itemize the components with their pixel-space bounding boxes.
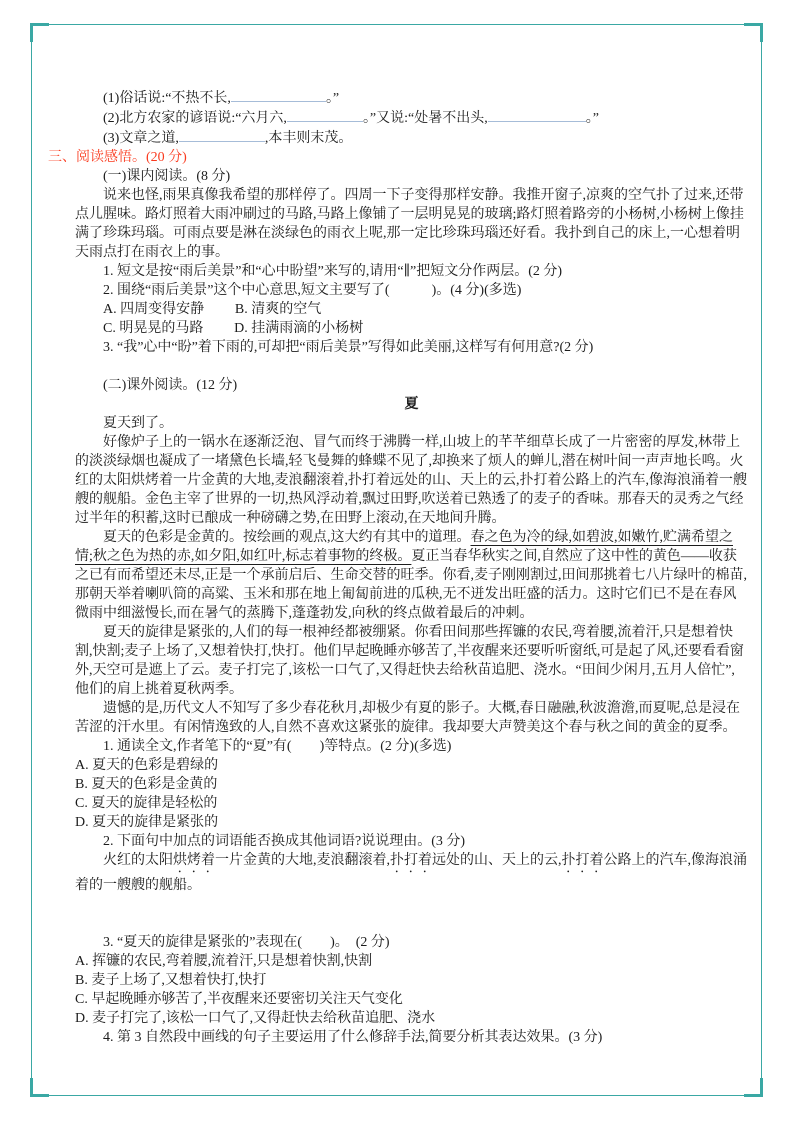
- essay-paragraph-2: 好像炉子上的一锅水在逐渐泛泡、冒气而终于沸腾一样,山坡上的芊芊细草长成了一片密密的厚发,林带上的淡淡绿烟也凝成了一堵黛色长墙,轻飞曼舞的蜂蝶不见了,却换来了烦人的蝉儿,潜在树叶间一声声地长鸣。火红的太阳烘烤着一片金黄的大地,麦浪翻滚着,扑打着远处的山、天上的云,扑打着公路上的汽车,像海浪涌着一艘艘的舰船。金色主宰了世界的一切,热风浮动着,飘过田野,吹送着已熟透了的麦子的香味。那春天的灵秀之气经过半年的积蓄,这时已酿成一种磅礴之势,在田野上滚动,在天地间升腾。: [75, 435, 747, 526]
- section-heading-reading: 三、阅读感悟。(20 分): [48, 150, 187, 165]
- answer-blank: [488, 108, 586, 122]
- option-d: D. 挂满雨滴的小杨树: [234, 321, 364, 336]
- part2-title: (二)课外阅读。(12 分): [103, 378, 238, 393]
- fill-blank-line-2: [75, 108, 748, 128]
- fill-blank-line-3: [75, 128, 748, 148]
- part2-q1-option-b: B. 夏天的色彩是金黄的: [75, 777, 218, 792]
- sentence-text: 远处的山、天上的云,: [432, 853, 562, 868]
- part2-question-2: 2. 下面句中加点的词语能否换成其他词语?说说理由。(3 分): [103, 834, 466, 849]
- part2-q3-option-a: A. 挥镰的农民,弯着腰,流着汗,只是想着快割,快割: [75, 954, 373, 969]
- part2-q3-option-d: D. 麦子打完了,该松一口气了,又得赶快去给秋苗追肥、浇水: [75, 1011, 436, 1026]
- part1-question-2: 2. 围绕“雨后美景”这个中心意思,短文主要写了( )。(4 分)(多选): [103, 283, 522, 298]
- option-c: C. 明晃晃的马路: [103, 321, 204, 336]
- part2-q1-option-c: C. 夏天的旋律是轻松的: [75, 796, 218, 811]
- essay-paragraph-5: 遗憾的是,历代文人不知写了多少春花秋月,却极少有夏的影子。大概,春日融融,秋波澹澹,而夏呢,总是浸在苦涩的汗水里。有闲情逸致的人,自然不喜欢这紧张的旋律。我却要大声赞美这个春与秋之间的黄金的夏季。: [75, 701, 740, 735]
- answer-blank: [179, 128, 265, 142]
- part2-q1-option-a: A. 夏天的色彩是碧绿的: [75, 758, 219, 773]
- sentence-text: 火红的太阳: [103, 853, 173, 868]
- proverb-1-close: 。”: [325, 91, 340, 106]
- proverb-1-text: (1)俗话说:“不热不长,: [103, 91, 231, 106]
- paragraph-3-underlined-sentence: 春之色为冷的绿,如碧波,如嫩竹,贮满希望之情;秋之色为热的赤,如夕阳,如红叶,标志着事物的终极。: [75, 530, 733, 564]
- frame-corner-bottom-left-icon: [30, 1078, 49, 1097]
- essay-title: 夏: [404, 397, 419, 412]
- dotted-word: 扑打着: [390, 853, 432, 868]
- proverb-2-mid: 。”又说:“处暑不出头,: [362, 111, 488, 126]
- part2-question-1: 1. 通读全文,作者笔下的“夏”有( )等特点。(2 分)(多选): [103, 739, 452, 754]
- exam-content: [48, 88, 748, 1047]
- proverb-2-text: (2)北方农家的谚语说:“六月六,: [103, 111, 287, 126]
- part1-question-1: 1. 短文是按“雨后美景”和“心中盼望”来写的,请用“∥”把短文分作两层。(2 分): [103, 264, 563, 279]
- fill-blank-line-1: [75, 88, 748, 108]
- frame-corner-top-right-icon: [744, 23, 763, 42]
- proverb-2-close: 。”: [585, 111, 599, 126]
- sentence-text: 公路上的汽车,像海浪涌着的一艘艘的舰船。: [75, 853, 747, 893]
- option-b: B. 清爽的空气: [234, 302, 322, 317]
- essay-paragraph-1: 夏天到了。: [103, 416, 173, 431]
- part2-question-3: 3. “夏天的旋律是紧张的”表现在( )。 (2 分): [103, 935, 390, 950]
- part1-q2-options-row-1: [75, 300, 748, 319]
- part2-q3-option-b: B. 麦子上场了,又想着快打,快打: [75, 973, 267, 988]
- dotted-word: 烘烤着: [173, 853, 215, 868]
- proverb-3-text: (3)文章之道,: [103, 131, 179, 146]
- essay-paragraph-3: [75, 528, 748, 623]
- part2-q3-option-c: C. 早起晚睡亦够苦了,半夜醒来还要密切关注天气变化: [75, 992, 403, 1007]
- frame-corner-bottom-right-icon: [744, 1078, 763, 1097]
- answer-blank: [287, 108, 363, 122]
- part2-q2-quoted-sentence: [75, 851, 748, 895]
- essay-paragraph-4: 夏天的旋律是紧张的,人们的每一根神经都被绷紧。你看田间那些挥镰的农民,弯着腰,流着汗,只是想着快割,快割;麦子上场了,又想着快打,快打。他们早起晚睡亦够苦了,半夜醒来还要听听窗纸,可是起了风,还要看看窗外,天空可是遮上了云。麦子打完了,该松一口气了,又得赶快去给秋苗追肥、浇水。“田间少闲月,五月人倍忙”,他们的肩上挑着夏秋两季。: [75, 625, 744, 697]
- paragraph-3-text-after: 夏正当春华秋实之间,自然应了这中性的黄色——收获之已有而希望还未尽,正是一个承前启后、生命交替的旺季。你看,麦子刚刚割过,田间那挑着七八片绿叶的棉苗,那朝天举着喇叭筒的高粱、玉米和那在地上匍匐前进的瓜秧,无不迸发出旺盛的活力。这时它们已不是在春风微雨中细滋慢长,而在暑气的蒸腾下,蓬蓬勃发,向秋的终点做着最后的冲刺。: [75, 549, 747, 621]
- part1-question-3: 3. “我”心中“盼”着下雨的,可却把“雨后美景”写得如此美丽,这样写有何用意?(2 分): [103, 340, 594, 355]
- dotted-word: 扑打着: [561, 853, 604, 868]
- part2-question-4: 4. 第 3 自然段中画线的句子主要运用了什么修辞手法,简要分析其表达效果。(3 分): [103, 1030, 603, 1045]
- option-a: A. 四周变得安静: [103, 302, 205, 317]
- part2-q1-option-d: D. 夏天的旋律是紧张的: [75, 815, 219, 830]
- frame-corner-top-left-icon: [30, 23, 49, 42]
- answer-blank: [231, 88, 326, 102]
- part1-passage: 说来也怪,雨果真像我希望的那样停了。四周一下子变得那样安静。我推开窗子,凉爽的空气扑了过来,还带点儿腥味。路灯照着大雨冲刷过的马路,马路上像铺了一层明晃晃的玻璃;路灯照着路旁的小杨树,小杨树上像挂满了珍珠玛瑙。可雨点要是淋在淡绿色的雨衣上呢,那一定比珍珠玛瑙还好看。我扑到自己的床上,一心想着明天雨点打在雨衣上的事。: [75, 188, 744, 260]
- part1-q2-options-row-2: [75, 319, 748, 338]
- part1-title: (一)课内阅读。(8 分): [103, 169, 231, 184]
- paragraph-3-text: 夏天的色彩是金黄的。按绘画的观点,这大约有其中的道理。: [103, 530, 471, 545]
- proverb-3-close: ,本丰则末茂。: [264, 131, 353, 146]
- sentence-text: 一片金黄的大地,麦浪翻滚着,: [215, 853, 390, 868]
